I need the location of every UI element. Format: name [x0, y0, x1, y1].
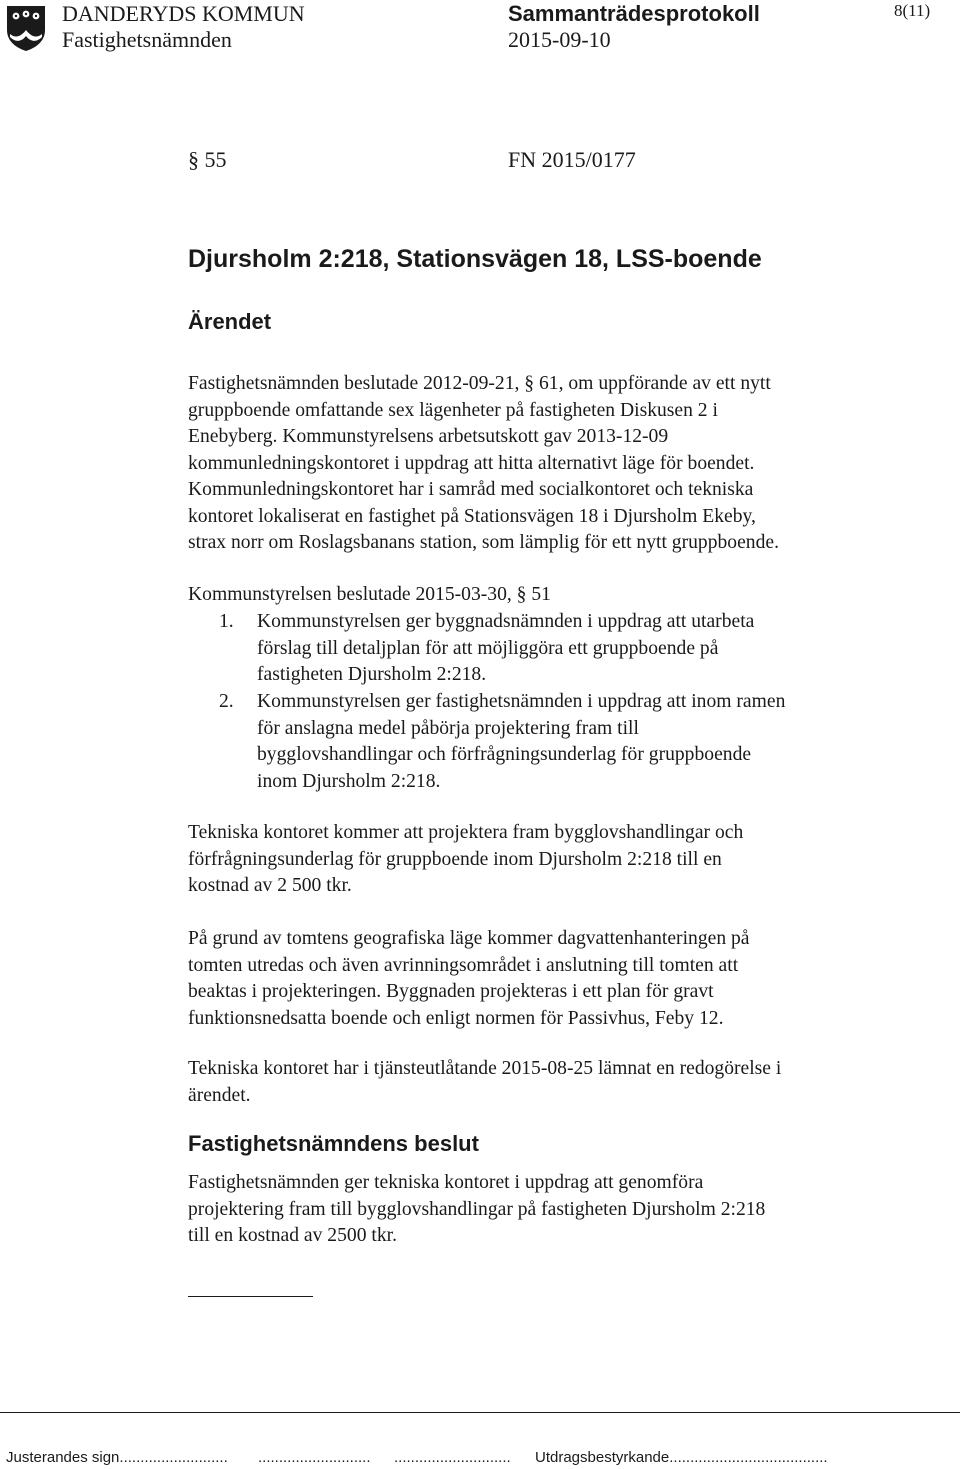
- text-line: Enebyberg. Kommunstyrelsens arbetsutskott gav 2013-12-09: [188, 426, 669, 447]
- paragraph-report: [188, 1056, 781, 1109]
- footer-sign-label: Justerandes sign..........................: [6, 1449, 228, 1466]
- list-number: 1.: [219, 611, 234, 632]
- board-name: Fastighetsnämnden: [62, 27, 232, 52]
- text-line: projektering fram till bygglovshandlingar på fastigheten Djursholm 2:218: [188, 1198, 766, 1220]
- paragraph-number: § 55: [188, 147, 227, 172]
- section-heading-beslut: Fastighetsnämndens beslut: [188, 1131, 479, 1156]
- page-title: Djursholm 2:218, Stationsvägen 18, LSS-boende: [188, 245, 762, 273]
- text-line: Kommunstyrelsen ger byggnadsnämnden i uppdrag att utarbeta: [257, 611, 755, 632]
- text-line: bygglovshandlingar och förfrågningsunderlag för gruppboende: [257, 744, 752, 765]
- text-line: för anslagna medel påbörja projektering fram till: [257, 717, 639, 739]
- signature-divider: [188, 1296, 313, 1297]
- municipality-name: DANDERYDS KOMMUN: [62, 1, 305, 26]
- text-line: strax norr om Roslagsbanans station, som lämplig för ett nytt gruppboende.: [188, 532, 779, 553]
- text-line: gruppboende omfattande sex lägenheter på fastigheten Diskusen 2 i: [188, 399, 718, 421]
- footer-sign-field-3: ............................: [394, 1449, 511, 1466]
- list-number: 2.: [219, 691, 234, 712]
- paragraph-background: [188, 371, 779, 557]
- footer-sign-field-2: ...........................: [258, 1449, 371, 1466]
- paragraph-site: [188, 926, 750, 1032]
- meeting-date: 2015-09-10: [508, 27, 611, 52]
- text-line: Tekniska kontoret kommer att projektera fram bygglovshandlingar och: [188, 822, 744, 843]
- text-line: Kommunstyrelsen ger fastighetsnämnden i uppdrag att inom ramen: [257, 691, 786, 712]
- text-line: förslag till detaljplan för att möjliggöra ett gruppboende på: [257, 637, 719, 659]
- text-line: funktionsnedsatta boende och enligt normen för Passivhus, Feby 12.: [188, 1007, 724, 1029]
- page-number: 8(11): [894, 1, 931, 20]
- paragraph-decision: [188, 1170, 765, 1250]
- text-line: till en kostnad av 2500 tkr.: [188, 1225, 397, 1246]
- text-line: beaktas i projekteringen. Byggnaden projekteras i ett plan för gravt: [188, 981, 714, 1002]
- text-line: tomten utredas och även avrinningsområdet i anslutning till tomten att: [188, 954, 739, 976]
- text-line: inom Djursholm 2:218.: [257, 770, 441, 792]
- text-line: kontoret lokaliserat en fastighet på Stationsvägen 18 i Djursholm Ekeby,: [188, 505, 756, 527]
- text-line: Fastighetsnämnden beslutade 2012-09-21, § 61, om uppförande av ett nytt: [188, 373, 771, 394]
- paragraph-projecting: [188, 820, 743, 900]
- text-line: Kommunledningskontoret har i samråd med socialkontoret och tekniska: [188, 479, 754, 500]
- text-line: Tekniska kontoret har i tjänsteutlåtande 2015-08-25 lämnat en redogörelse i: [188, 1058, 782, 1079]
- coat-of-arms-icon: [5, 4, 47, 52]
- section-heading-arendet: Ärendet: [188, 309, 272, 334]
- text-line: kommunledningskontoret i uppdrag att hitta alternativt läge för boendet.: [188, 452, 755, 474]
- text-line: ärendet.: [188, 1084, 251, 1106]
- footer-extract-label: Utdragsbestyrkande......................................: [535, 1449, 828, 1466]
- ks-decision-intro: Kommunstyrelsen beslutade 2015-03-30, § 51: [188, 584, 551, 605]
- case-number: FN 2015/0177: [508, 147, 636, 172]
- text-line: förfrågningsunderlag för gruppboende inom Djursholm 2:218 till en: [188, 848, 722, 870]
- text-line: På grund av tomtens geografiska läge kommer dagvattenhanteringen på: [188, 928, 750, 949]
- text-line: kostnad av 2 500 tkr.: [188, 875, 352, 896]
- text-line: fastigheten Djursholm 2:218.: [257, 664, 487, 685]
- document-type: Sammanträdesprotokoll: [508, 1, 760, 26]
- footer-divider: [0, 1412, 960, 1413]
- text-line: Fastighetsnämnden ger tekniska kontoret i uppdrag att genomföra: [188, 1172, 704, 1193]
